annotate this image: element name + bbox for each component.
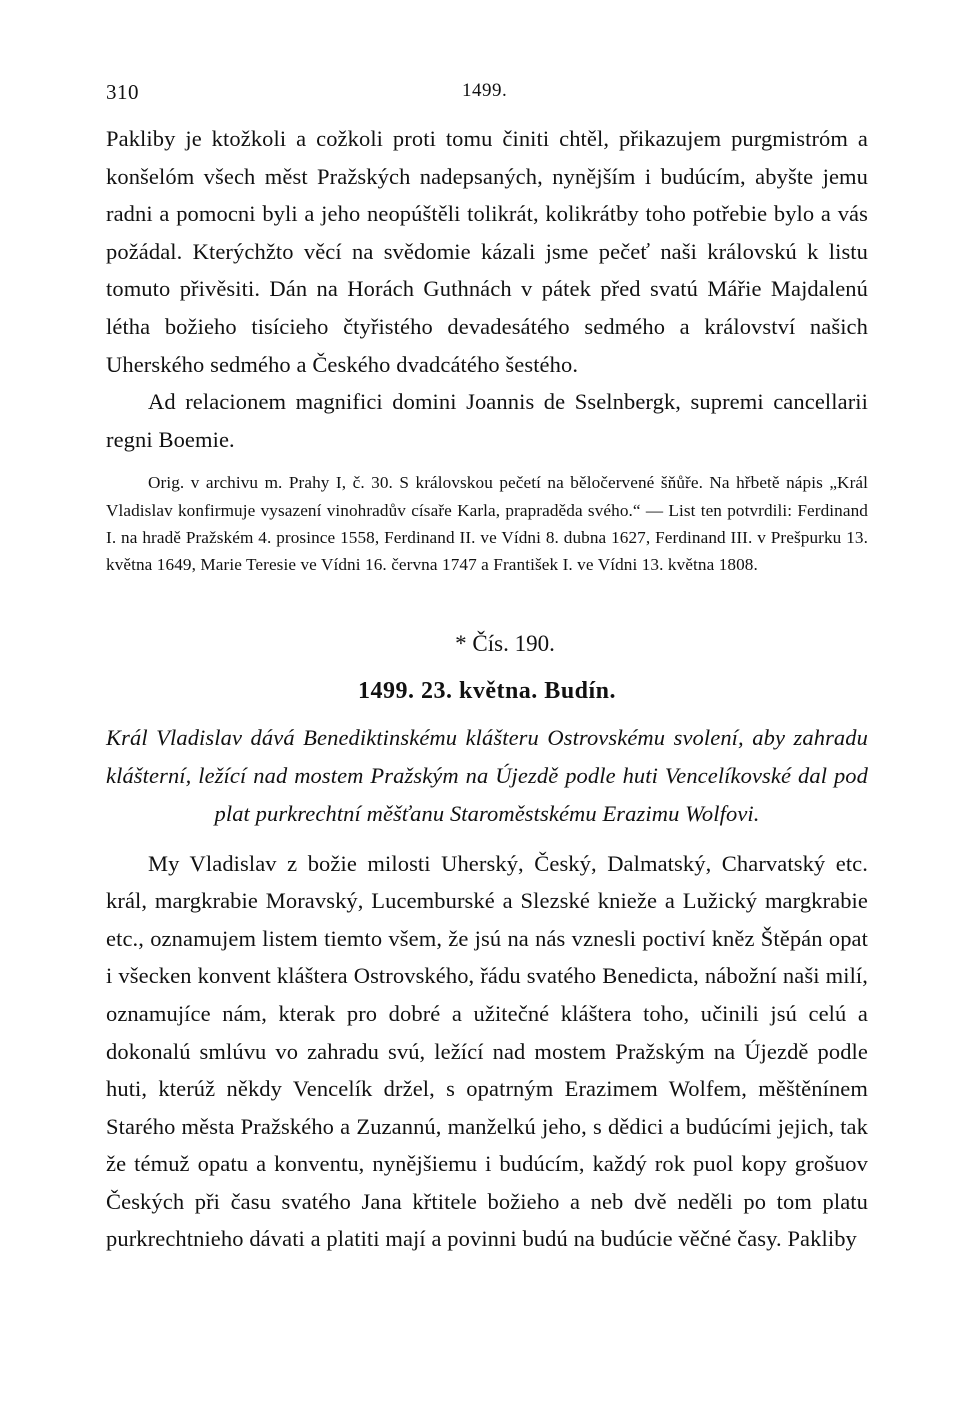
archival-note-text: Orig. v archivu m. Prahy I, č. 30. S královskou pečetí na běločervené šňůře. Na hřbetě nápis „Král Vladislav konfirmuje vysazení vinohradův císaře Karla, prapraděda svého.“ — List ten potvrdili: Ferdinand I. na hradě Pražském 4. prosince 1558, Ferdinand II. ve Vídni 8. dubna 1627, Ferdinand III. v Prešpurku 13. května 1649, Marie Teresie ve Vídni 16. června 1747 a František I. ve Vídni 13. května 1808.	[106, 473, 868, 575]
previous-document-text	[106, 120, 868, 458]
document-regest: Král Vladislav dává Benediktinskému klášteru Ostrovskému svolení, aby zahradu klášterní, ležící nad mostem Pražským na Újezdě podle huti Vencelíkovské dal pod plat purkrechtní měšťanu Staroměstskému Erazimu Wolfovi.	[106, 724, 868, 826]
paragraph-dispositio: Pakliby je ktožkoli a cožkoli proti tomu činiti chtěl, přikazujem purgmistróm a konšelóm všech měst Pražských nadepsaných, nynějším i budúcím, abyšte jemu radni a pomocni byli a jeho neopúštěli tolikrát, kolikrátby toho potřebie bylo a vás požádal. Kterýchžto věcí na svědomie kázali jsme pečeť naši královskú k listu tomuto přivěsiti. Dán na Horách Guthnách v pátek před svatú Mářie Majdalenú létha božieho tisícieho čtyřistého devadesátého sedmého a království našich Uherského sedmého a Českého dvadcátého šestého.	[106, 126, 868, 377]
page	[106, 80, 868, 1258]
running-year: 1499.	[462, 80, 508, 101]
page-number: 310	[106, 80, 139, 104]
paragraph-relacio: Ad relacionem magnifici domini Joannis de Sselnbergk, supremi cancellarii regni Boemie.	[106, 389, 868, 452]
document-text-paragraph: My Vladislav z božie milosti Uherský, Český, Dalmatský, Charvatský etc. král, margkrabie Moravský, Lucemburské a Slezské knieže a Lužický margkrabie etc., oznamujem listem tiemto všem, že jsú na nás vznesli poctiví kněz Štěpán opat i všecken konvent kláštera Ostrovského, řádu svatého Benedicta, nábožní naši milí, oznamujíce nám, kterak pro dobré a užitečné kláštera toho, učinili jsú celú a dokonalú smlúvu vo zahradu svú, ležící nad mostem Pražským na Újezdě podle huti, kterúž někdy Vencelík držel, s opatrným Erazimem Wolfem, měštěnínem Starého města Pražského a Zuzannú, manželkú jeho, s dědici a budúcími jejich, tak že témuž opatu a konventu, nynějšiemu i budúcím, každý rok puol kopy grošuov Českých při času svatého Jana křtitele božieho a neb dvě neděli po tom platu purkrechtnieho dávati a platiti mají a povinni budú na budúcie věčné časy. Pakliby	[106, 850, 868, 1252]
archival-note	[106, 469, 868, 578]
running-head	[106, 80, 868, 120]
document-text	[106, 845, 868, 1259]
document-date-place: 1499. 23. května. Budín.	[357, 677, 617, 704]
document-number: * Čís. 190.	[455, 630, 555, 656]
